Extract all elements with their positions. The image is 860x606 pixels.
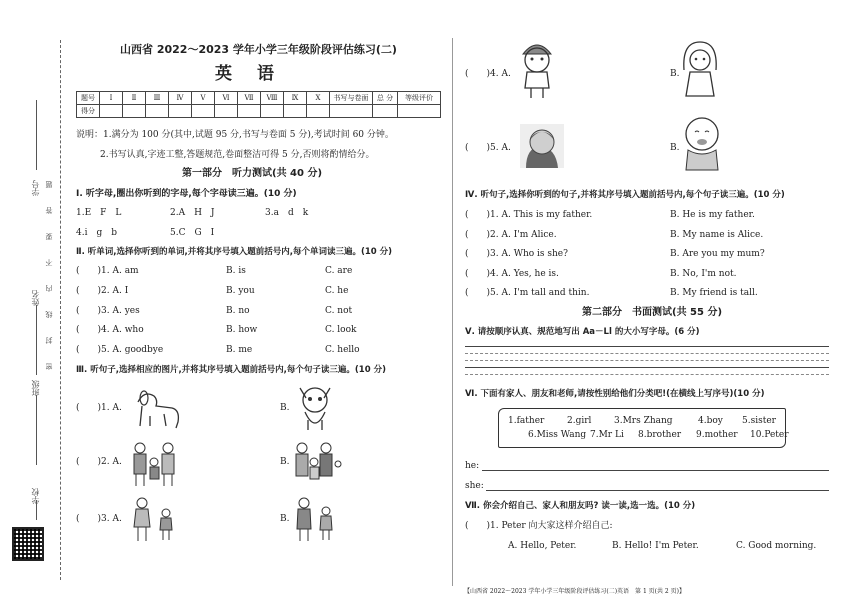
q4-item-a: ( )1. A. This is my father. (465, 210, 593, 220)
q2-item-b: B. me (226, 345, 253, 355)
score-cell: Ⅱ (123, 92, 146, 105)
part1-title: 第一部分 听力测试(共 40 分) (182, 168, 323, 179)
page-title: 山西省 2022～2023 学年小学三年级阶段评估练习(二) (120, 43, 397, 56)
q2-item-b: B. is (226, 266, 246, 276)
score-input-cell[interactable] (192, 105, 215, 118)
word-item: 6.Miss Wang (528, 430, 587, 440)
q2-item-a: ( )3. A. yes (76, 306, 140, 316)
q3-item-b: B. (670, 143, 680, 153)
q3-item-a: ( )3. A. (76, 514, 122, 524)
baby-picture (678, 114, 726, 176)
q1-item: 4.i g b (76, 228, 117, 238)
score-table (76, 91, 441, 118)
he-answer-line[interactable] (482, 470, 829, 471)
school-line (36, 500, 37, 520)
q2-item-a: ( )1. A. am (76, 266, 139, 276)
page-footer: 【山西省 2022～2023 学年小学三年级阶段评估练习(二)英语 第 1 页(共 2 页)】 (464, 588, 685, 595)
q1-title: Ⅰ. 听字母,圈出你听到的字母,每个字母读三遍。(10 分) (76, 189, 297, 199)
score-input-cell[interactable] (398, 105, 441, 118)
word-item: 3.Mrs Zhang (614, 416, 673, 426)
she-label: she: (465, 481, 484, 491)
q1-item: 2.A H J (170, 208, 215, 218)
writing-line[interactable] (465, 367, 829, 368)
seal-text: 密 封 线 内 不 要 答 题 (45, 175, 53, 370)
word-item: 1.father (508, 416, 545, 426)
q4-item-b: B. My name is Alice. (670, 230, 764, 240)
q2-item-a: ( )4. A. who (76, 325, 144, 335)
score-input-cell[interactable] (100, 105, 123, 118)
score-input-cell[interactable] (123, 105, 146, 118)
q3-item-a: ( )5. A. (465, 143, 511, 153)
score-cell: Ⅹ (307, 92, 330, 105)
people-picture-a (128, 495, 184, 545)
name-label: 姓名 (31, 290, 40, 306)
q3-item-b: B. (280, 457, 290, 467)
q3-item-b: B. (670, 69, 680, 79)
class-line (36, 395, 37, 465)
q4-item-b: B. No, I'm not. (670, 269, 737, 279)
score-cell: 等级评价 (398, 92, 441, 105)
word-item: 10.Peter (750, 430, 789, 440)
girl-picture (678, 40, 722, 100)
q2-item-c: C. he (325, 286, 349, 296)
she-answer-line[interactable] (486, 490, 829, 491)
school-label: 学校 (31, 488, 40, 504)
q4-item-a: ( )3. A. Who is she? (465, 249, 568, 259)
exam-no-line (36, 100, 37, 170)
q7-title: Ⅶ. 你会介绍自己、家人和朋友吗? 读一读,选一选。(10 分) (465, 501, 696, 511)
score-input-cell[interactable] (373, 105, 398, 118)
score-cell: 书写与卷面 (330, 92, 373, 105)
score-cell: Ⅳ (169, 92, 192, 105)
word-item: 5.sister (742, 416, 776, 426)
family-picture-b (292, 440, 344, 488)
family-picture-a (128, 440, 184, 488)
instruction-1: 说明：1.满分为 100 分(其中,试题 95 分,书写与卷面 5 分),考试时间 60 分钟。 (76, 130, 394, 140)
writing-line[interactable] (465, 360, 829, 361)
he-label: he: (465, 461, 480, 471)
q3-item-a: ( )4. A. (465, 69, 511, 79)
q7-option: C. Good morning. (736, 541, 817, 551)
q4-item-a: ( )5. A. I'm tall and thin. (465, 288, 590, 298)
q4-item-a: ( )4. A. Yes, he is. (465, 269, 559, 279)
people-picture-b (292, 495, 344, 545)
word-box (498, 408, 786, 448)
q3-item-b: B. (280, 403, 290, 413)
q2-item-b: B. you (226, 286, 255, 296)
score-cell: Ⅶ (238, 92, 261, 105)
q4-item-b: B. Are you my mum? (670, 249, 765, 259)
writing-line[interactable] (465, 353, 829, 354)
q7-option: A. Hello, Peter. (508, 541, 577, 551)
score-row-label: 得分 (77, 105, 100, 118)
qr-code-icon (12, 527, 44, 561)
score-cell: Ⅲ (146, 92, 169, 105)
score-cell: Ⅰ (100, 92, 123, 105)
q3-item-b: B. (280, 514, 290, 524)
q2-item-c: C. look (325, 325, 357, 335)
boy-picture (515, 38, 559, 102)
part2-title: 第二部分 书面测试(共 55 分) (582, 307, 723, 318)
score-cell: 总 分 (373, 92, 398, 105)
score-input-cell[interactable] (261, 105, 284, 118)
q6-title: Ⅵ. 下面有家人、朋友和老师,请按性别给他们分类吧!(在横线上写序号)(10 分) (465, 389, 765, 399)
q2-item-a: ( )5. A. goodbye (76, 345, 164, 355)
q7-option: B. Hello! I'm Peter. (612, 541, 699, 551)
writing-line[interactable] (465, 374, 829, 375)
score-cell: Ⅴ (192, 92, 215, 105)
q2-item-c: C. hello (325, 345, 360, 355)
q2-item-b: B. how (226, 325, 258, 335)
q2-item-b: B. no (226, 306, 250, 316)
score-input-cell[interactable] (146, 105, 169, 118)
binding-line (60, 40, 61, 580)
subject-title: 英 语 (215, 64, 278, 84)
column-divider (452, 38, 453, 586)
score-input-cell[interactable] (215, 105, 238, 118)
score-cell: Ⅷ (261, 92, 284, 105)
q1-item: 1.E F L (76, 208, 122, 218)
score-input-cell[interactable] (307, 105, 330, 118)
q2-item-c: C. are (325, 266, 353, 276)
score-cell: Ⅵ (215, 92, 238, 105)
dog-picture (128, 384, 180, 430)
word-item: 2.girl (567, 416, 592, 426)
word-item: 8.brother (638, 430, 682, 440)
q1-item: 5.C G I (170, 228, 215, 238)
q4-title: Ⅳ. 听句子,选择你听到的句子,并将其序号填入题前括号内,每个句子读三遍。(10 分) (465, 190, 785, 200)
cat-picture (292, 382, 338, 434)
name-line (36, 305, 37, 375)
q7-question: ( )1. Peter 向大家这样介绍自己: (465, 521, 613, 531)
instruction-2: 2.书写认真,字迹工整,答题规范,卷面整洁可得 5 分,否则将酌情给分。 (100, 150, 375, 160)
q5-title: Ⅴ. 请按顺序认真、规范地写出 Aa－Ll 的大小写字母。(6 分) (465, 327, 700, 337)
word-item: 4.boy (698, 416, 723, 426)
score-cell: 题号 (77, 92, 100, 105)
q4-item-a: ( )2. A. I'm Alice. (465, 230, 557, 240)
q3-title: Ⅲ. 听句子,选择相应的图片,并将其序号填入题前括号内,每个句子读三遍。(10 分) (76, 365, 386, 375)
q2-item-a: ( )2. A. I (76, 286, 129, 296)
q1-item: 3.a d k (265, 208, 309, 218)
q2-title: Ⅱ. 听单词,选择你听到的单词,并将其序号填入题前括号内,每个单词读三遍。(10 分) (76, 247, 393, 257)
word-item: 9.mother (696, 430, 738, 440)
score-input-cell[interactable] (284, 105, 307, 118)
score-cell: Ⅸ (284, 92, 307, 105)
score-input-cell[interactable] (169, 105, 192, 118)
q3-item-a: ( )2. A. (76, 457, 122, 467)
exam-no-label: 学号 (31, 180, 40, 196)
score-input-cell[interactable] (330, 105, 373, 118)
word-item: 7.Mr Li (590, 430, 624, 440)
score-input-cell[interactable] (238, 105, 261, 118)
writing-line[interactable] (465, 346, 829, 347)
class-label: 班级 (31, 380, 40, 396)
q4-item-b: B. He is my father. (670, 210, 755, 220)
q3-item-a: ( )1. A. (76, 403, 122, 413)
woman-photo (520, 124, 564, 168)
q4-item-b: B. My friend is tall. (670, 288, 758, 298)
q2-item-c: C. not (325, 306, 353, 316)
